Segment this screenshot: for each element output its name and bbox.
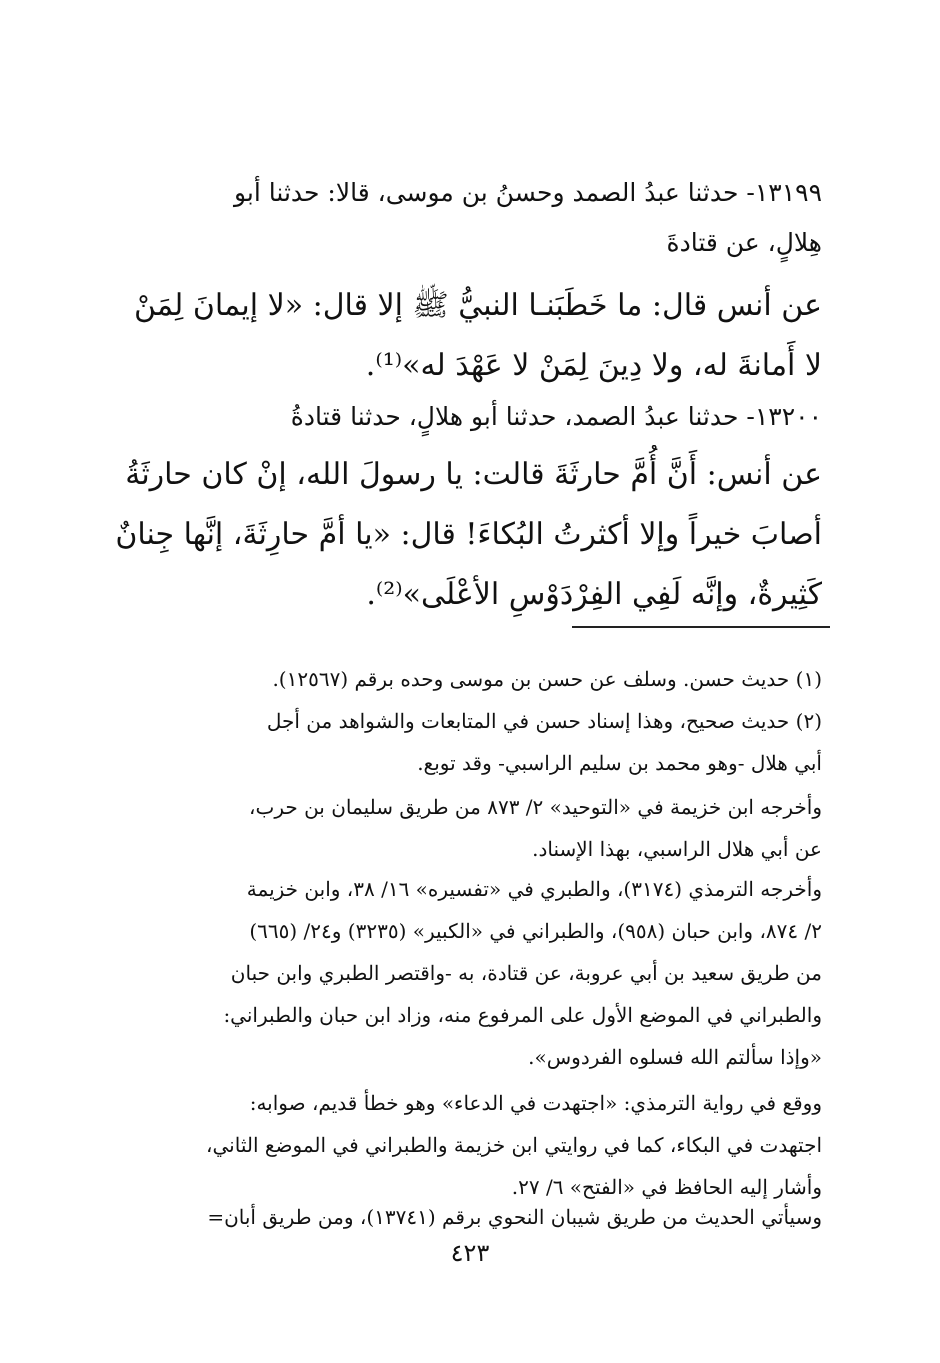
text-line: هِلالٍ، عن قتادةَ bbox=[666, 228, 822, 257]
text-line: (٢) حديث صحيح، وهذا إسناد حسن في المتابعات والشواهد من أجل bbox=[266, 709, 822, 733]
text-line: عن أنس: أَنَّ أُمَّ حارثَةَ قالت: يا رسولَ الله، إنْ كان حارثَةُ bbox=[125, 457, 822, 492]
text-line: (١) حديث حسن. وسلف عن حسن بن موسى وحده برقم (١٢٥٦٧). bbox=[272, 667, 822, 691]
text-line: ١٣١٩٩- حدثنا عبدُ الصمد وحسنُ بن موسى، قالا: حدثنا أبو bbox=[234, 178, 822, 207]
footnote-2-paragraph-5 bbox=[112, 1196, 822, 1238]
page-number: ٤٢٣ bbox=[450, 1239, 490, 1267]
hadith-13200-matn bbox=[112, 445, 822, 625]
text-line: وسيأتي الحديث من طريق شيبان النحوي برقم (١٣٧٤١)، ومن طريق أبان= bbox=[207, 1205, 822, 1229]
footnote-2-paragraph-2 bbox=[112, 786, 822, 870]
text-line: أبي هلال -وهو محمد بن سليم الراسبي- وقد توبع. bbox=[417, 751, 822, 775]
text-line: وأخرجه الترمذي (٣١٧٤)، والطبري في «تفسيره» ١٦/ ٣٨، وابن خزيمة bbox=[246, 877, 822, 901]
text-line: وأشار إليه الحافظ في «الفتح» ٦/ ٢٧. bbox=[511, 1175, 822, 1199]
hadith-13199-isnad bbox=[112, 168, 822, 268]
text-line: ١٣٢٠٠- حدثنا عبدُ الصمد، حدثنا أبو هلالٍ، حدثنا قتادةُ bbox=[290, 402, 822, 431]
text-line: أصابَ خيراً وإلا أكثرتُ البُكاءَ! قال: «يا أمَّ حارِثَةَ، إنَّها جِنانٌ bbox=[115, 517, 822, 552]
text-line: وأخرجه ابن خزيمة في «التوحيد» ٢/ ٨٧٣ من طريق سليمان بن حرب، bbox=[249, 795, 822, 819]
footnote-2 bbox=[112, 700, 822, 784]
text-line: كَثِيرةٌ، وإنَّه لَفِي الفِرْدَوْسِ الأعْلَى»⁽²⁾. bbox=[366, 577, 822, 612]
footnote-2-paragraph-4 bbox=[112, 1082, 822, 1208]
footnote-1 bbox=[112, 658, 822, 700]
hadith-13199-matn bbox=[112, 276, 822, 396]
footnote-divider bbox=[572, 626, 830, 628]
text-line: ٢/ ٨٧٤، وابن حبان (٩٥٨)، والطبراني في «الكبير» (٣٢٣٥) و٢٤/ (٦٦٥) bbox=[249, 919, 822, 943]
footnote-2-paragraph-3 bbox=[112, 868, 822, 1078]
text-line: لا أَمانةَ له، ولا دِينَ لِمَنْ لا عَهْدَ له»⁽¹⁾. bbox=[365, 348, 822, 383]
text-line: من طريق سعيد بن أبي عروبة، عن قتادة، به -واقتصر الطبري وابن حبان bbox=[230, 961, 822, 985]
text-line: والطبراني في الموضع الأول على المرفوع منه، وزاد ابن حبان والطبراني: bbox=[223, 1003, 822, 1027]
hadith-13200-isnad bbox=[112, 392, 822, 442]
text-line: عن أنس قال: ما خَطَبَنـا النبيُّ ﷺ إلا قال: «لا إيمانَ لِمَنْ bbox=[134, 288, 822, 323]
text-line: عن أبي هلال الراسبي، بهذا الإسناد. bbox=[532, 837, 822, 861]
text-line: ووقع في رواية الترمذي: «اجتهدت في الدعاء» وهو خطأ قديم، صوابه: bbox=[249, 1091, 822, 1115]
text-line: اجتهدت في البكاء، كما في روايتي ابن خزيمة والطبراني في الموضع الثاني، bbox=[206, 1133, 822, 1157]
text-line: «وإذا سألتم الله فسلوه الفردوس». bbox=[528, 1045, 822, 1069]
